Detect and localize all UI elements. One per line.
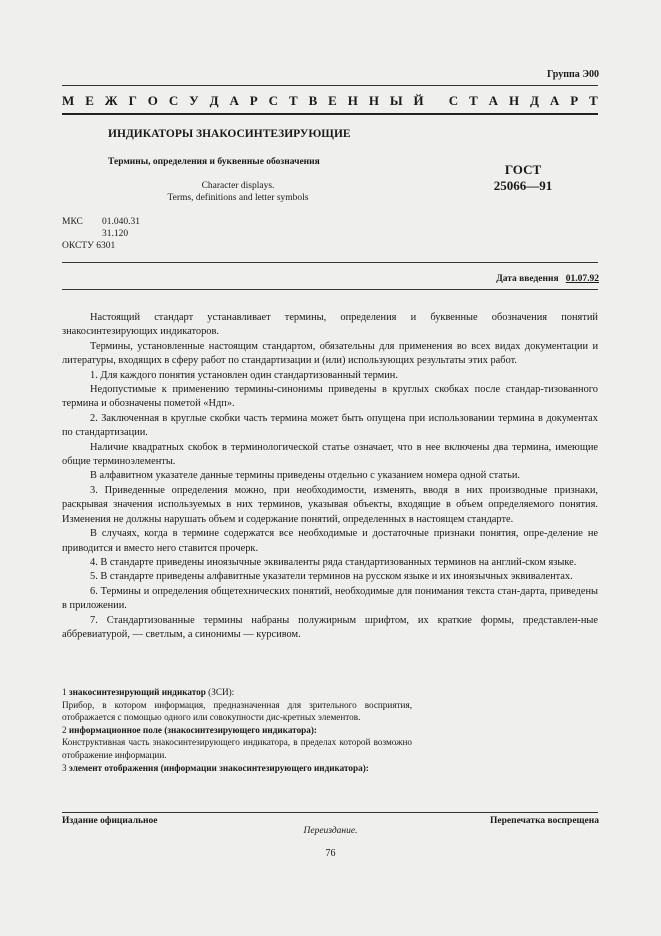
term-3-heading xyxy=(62,762,412,775)
banner-letter xyxy=(435,93,438,109)
body-paragraph: 1. Для каждого понятия установлен один стандартизованный термин. xyxy=(90,369,398,381)
banner-letter: А xyxy=(229,93,239,108)
term-3-name: элемент отображения (информации знакосинтезирующего индикатора): xyxy=(68,762,369,773)
banner-letter: М xyxy=(62,93,75,108)
body-paragraph: 2. Заключенная в круглые скобки часть термина может быть опущена при использовании термина в документах по стандартизации. xyxy=(62,412,598,439)
term-2-heading xyxy=(62,724,412,737)
banner-letter: У xyxy=(189,93,199,108)
body-paragraph: Настоящий стандарт устанавливает термины, определения и буквенные обозначения понятий знакосинтезирующих индикаторов. xyxy=(62,312,598,338)
banner-letter: Т xyxy=(469,93,478,108)
banner-letter: В xyxy=(308,93,318,108)
banner-letter: А xyxy=(488,93,499,108)
body-paragraph: 3. Приведенные определения можно, при необходимости, изменять, вводя в них производные признаки, раскрывая значения используемых в них терминов, указывая объекты, входящие в объем определяемого понятия. Изменения не должны нарушать объем и содержание понятий, определенных в настоящем стандарте. xyxy=(62,484,598,525)
body-paragraph: В случаях, когда в термине содержатся все необходимые и достаточные признаки понятия, опре-деление не приводится и вместо него ставится прочерк. xyxy=(62,528,598,554)
reissue-note: Переиздание. xyxy=(303,826,358,836)
classification-codes xyxy=(62,216,140,252)
body-paragraph: Недопустимые к применению термины-синонимы приведены в круглых скобках после стандар-тизованного термина и обозначены пометой «Ндп». xyxy=(62,384,598,410)
term-3-number: 3 xyxy=(62,762,67,773)
body-paragraph: В алфавитном указателе данные термины приведены отдельно с указанием номера одной статьи. xyxy=(90,470,521,482)
banner-letter: Й xyxy=(413,93,424,108)
term-1-heading xyxy=(62,686,412,699)
banner-letter: Т xyxy=(589,93,598,108)
mks-label: МКС xyxy=(62,217,83,227)
banner-letter: Ж xyxy=(104,93,118,108)
body-paragraph: 6. Термины и определения общетехнических понятий, необходимые для понимания текста стан-дарта, приведены в приложении. xyxy=(62,585,598,612)
term-2-name: информационное поле (знакосинтезирующего индикатора): xyxy=(68,724,317,735)
term-1-name: знакосинтезирующий индикатор xyxy=(68,687,206,697)
banner-letter: Г xyxy=(128,93,137,108)
banner-letter: А xyxy=(549,93,560,108)
reprint-prohibited: Перепечатка воспрещена xyxy=(489,816,599,826)
date-value: 01.07.92 xyxy=(565,274,599,284)
banner-letter: Н xyxy=(368,93,379,108)
introduction-date xyxy=(496,274,599,284)
document-subtitle: Термины, определения и буквенные обозначения xyxy=(108,157,320,167)
term-1-definition: Прибор, в котором информация, предназначенная для зрительного восприятия, отображается с помощью одного или совокупности дис-кретных элементов. xyxy=(62,699,412,723)
codes-rule xyxy=(62,262,598,263)
official-edition: Издание официальное xyxy=(62,816,158,826)
gost-designation xyxy=(483,162,563,194)
banner-letter: Н xyxy=(347,93,358,108)
standard-banner xyxy=(62,93,598,109)
banner-letter: Е xyxy=(85,93,94,108)
footer-rule xyxy=(62,812,598,813)
banner-letter: Н xyxy=(508,93,520,108)
gost-label: ГОСТ xyxy=(504,162,542,177)
okstu-code: ОКСТУ 6301 xyxy=(62,241,116,251)
banner-letter: Р xyxy=(570,93,579,108)
banner-letter: Р xyxy=(249,93,258,108)
top-rule xyxy=(62,85,598,86)
term-2-number: 2 xyxy=(62,724,67,735)
term-1-number: 1 xyxy=(62,687,67,697)
banner-letter: С xyxy=(268,93,279,108)
banner-letter: Е xyxy=(328,93,337,108)
banner-letter: С xyxy=(168,93,179,108)
banner-letter: О xyxy=(147,93,158,108)
date-rule xyxy=(62,289,598,290)
banner-letter: Д xyxy=(209,93,219,108)
mks-code-2: 31.120 xyxy=(102,229,129,239)
banner-letter: Ы xyxy=(389,93,403,108)
banner-letter: Т xyxy=(288,93,298,108)
english-title-line2: Terms, definitions and letter symbols xyxy=(167,193,309,203)
terms-section xyxy=(62,686,412,774)
banner-letter: Д xyxy=(530,93,539,108)
body-text xyxy=(62,311,598,642)
banner-letter: С xyxy=(448,93,459,108)
english-title-line1: Character displays. xyxy=(201,181,275,191)
group-code: Группа Э00 xyxy=(547,69,599,80)
body-paragraph: 4. В стандарте приведены иноязычные эквиваленты ряда стандартизованных терминов на англий-ском языке. xyxy=(90,556,577,568)
page-number: 76 xyxy=(325,848,336,859)
term-1-abbr: (ЗСИ): xyxy=(205,687,235,697)
mks-code-1: 01.040.31 xyxy=(102,217,140,227)
date-label: Дата введения xyxy=(496,274,559,284)
document-title: ИНДИКАТОРЫ ЗНАКОСИНТЕЗИРУЮЩИЕ xyxy=(108,128,351,140)
body-paragraph: 5. В стандарте приведены алфавитные указатели терминов на русском языке и их иноязычных эквивалентах. xyxy=(90,571,573,583)
term-2-definition: Конструктивная часть знакосинтезирующего индикатора, в пределах которой возможно отображение информации. xyxy=(62,737,412,760)
body-paragraph: 7. Стандартизованные термины набраны полужирным шрифтом, их краткие формы, представлен-ные аббревиатурой, — светлым, а синонимы — курсивом. xyxy=(62,614,598,640)
body-paragraph: Наличие квадратных скобок в терминологической статье означает, что в нее включены два термина, имеющие общие терминоэлементы. xyxy=(62,441,598,468)
gost-number: 25066—91 xyxy=(493,178,553,193)
body-paragraph: Термины, установленные настоящим стандартом, обязательны для применения во всех видах документации и литературы, входящих в сферу работ по стандартизации и (или) использующих результаты этих работ. xyxy=(62,340,598,367)
banner-rule xyxy=(62,113,598,115)
